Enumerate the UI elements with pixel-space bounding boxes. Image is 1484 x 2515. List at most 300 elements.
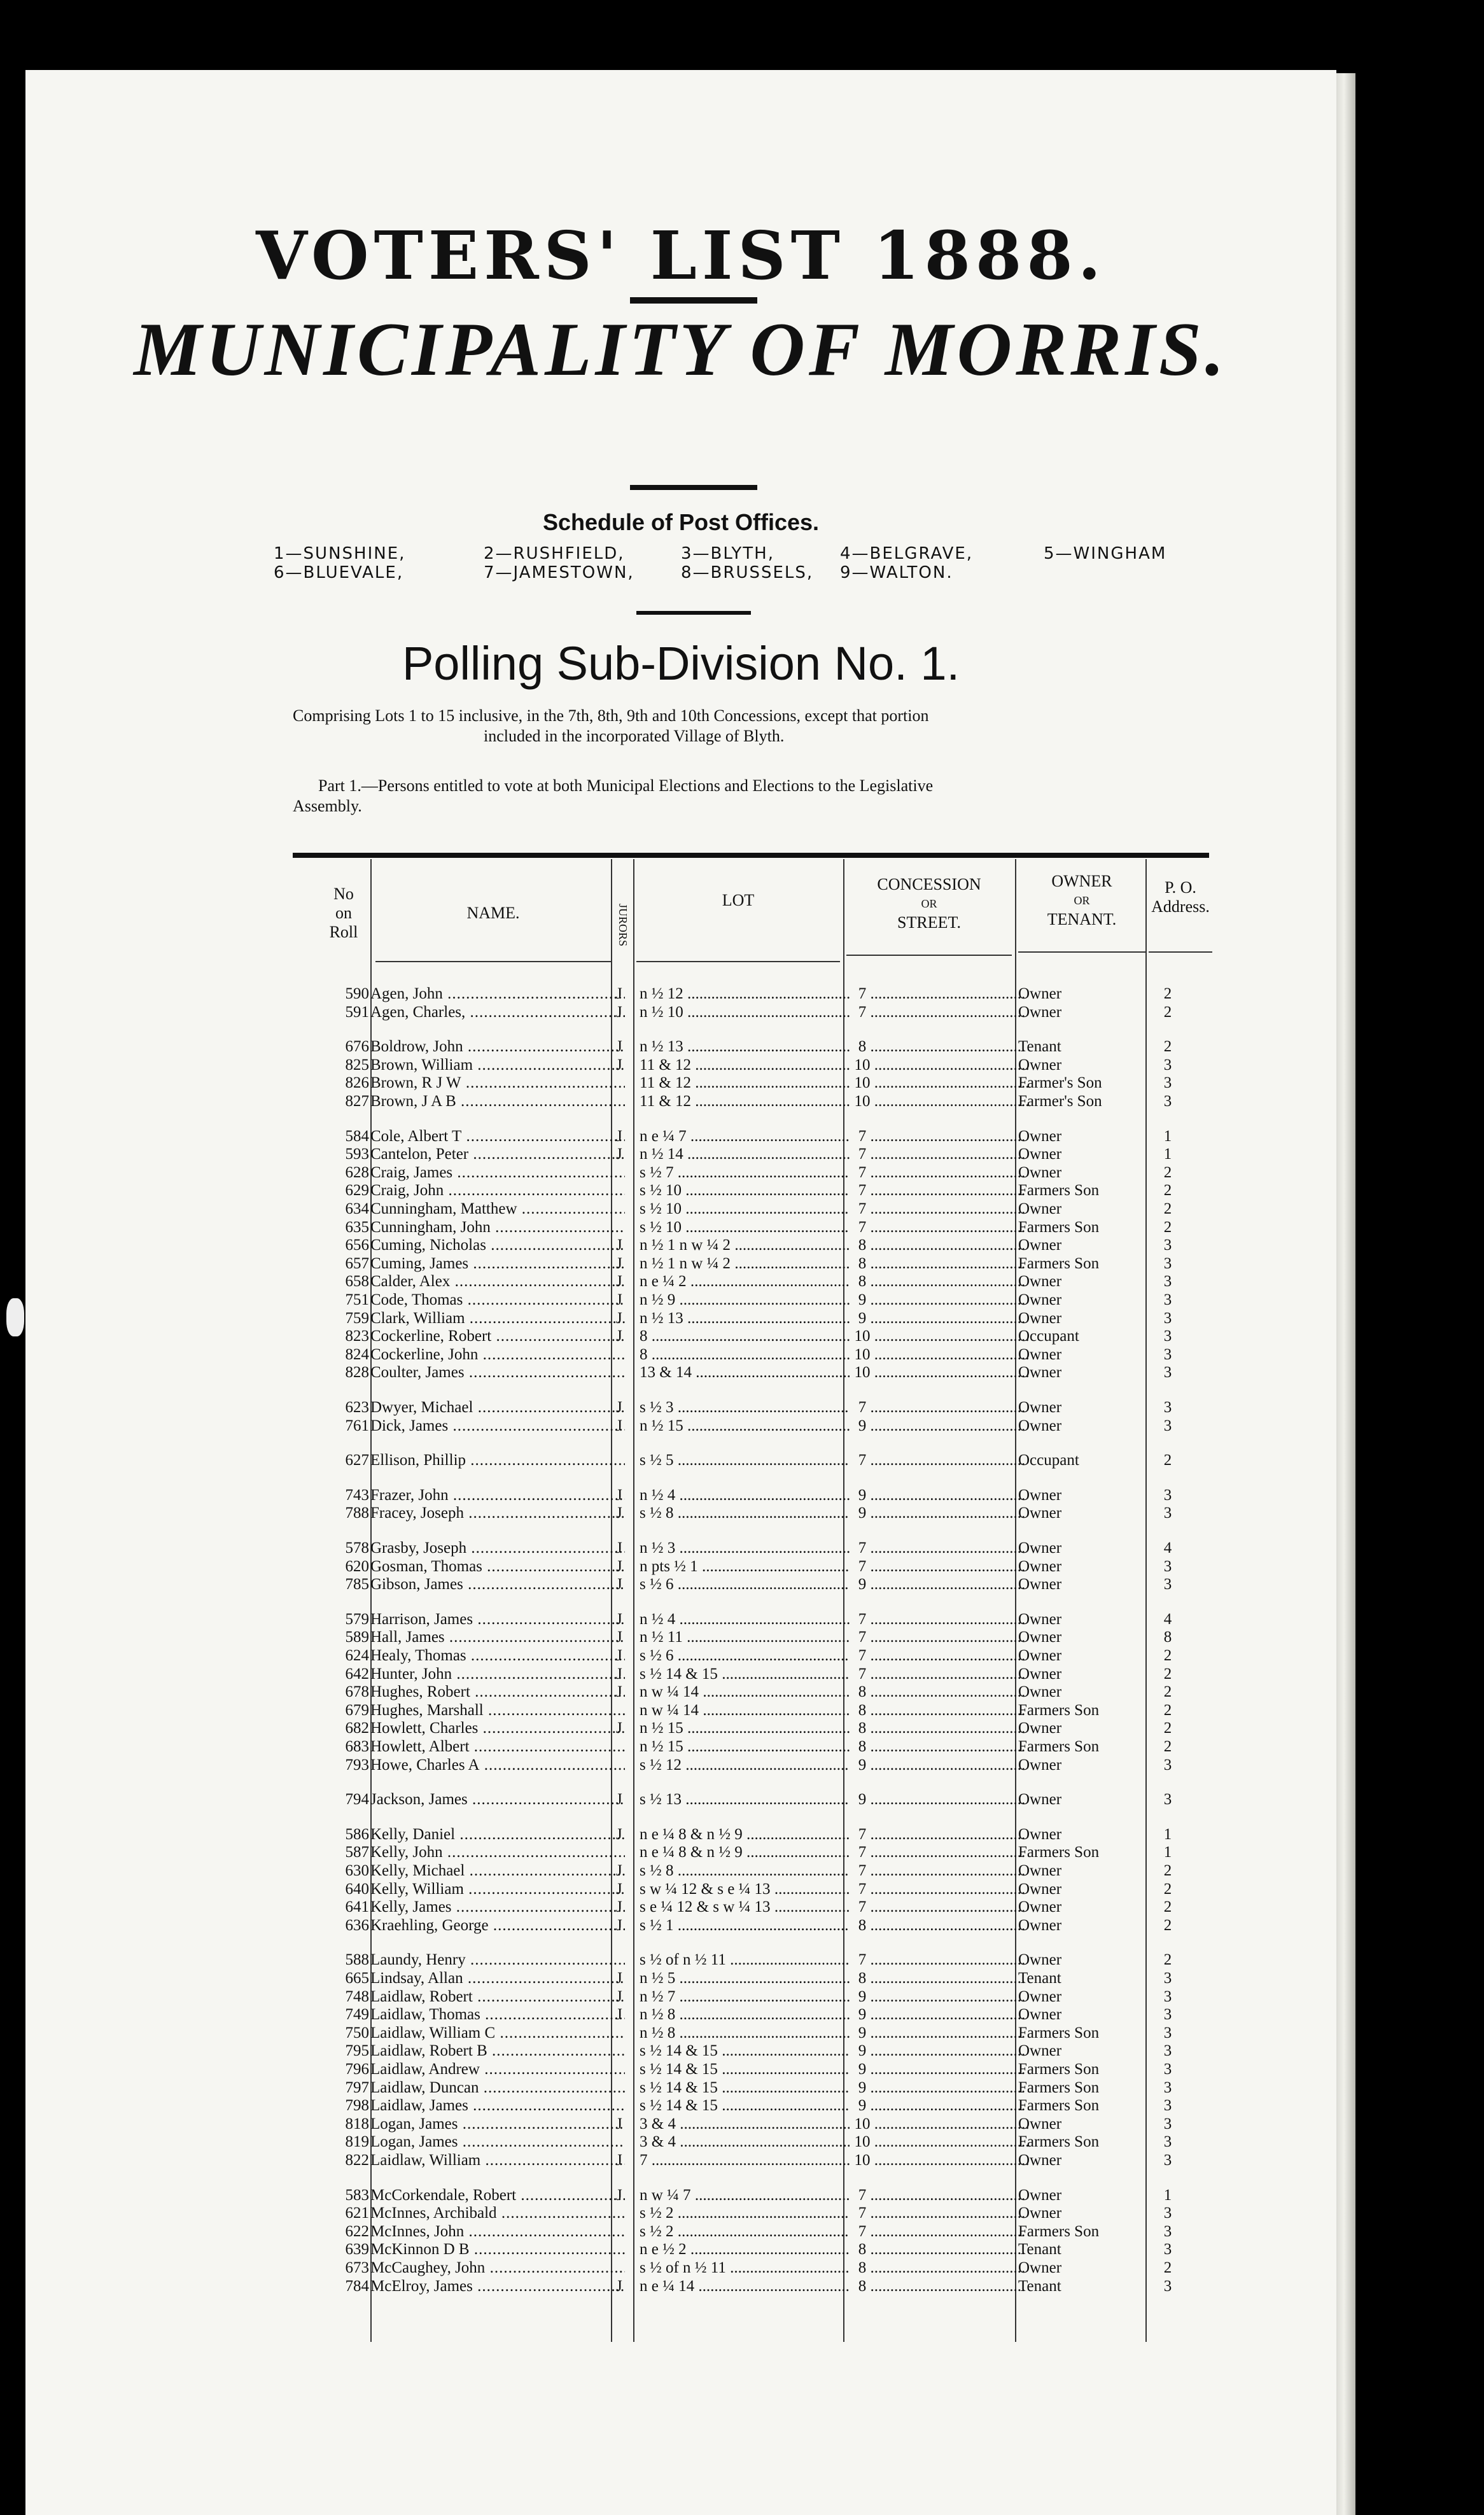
owner-status: Owner	[1018, 2115, 1062, 2133]
lot: s ½ of n ½ 11 .....	[640, 2259, 850, 2277]
juror-mark: J	[616, 1504, 622, 1522]
concession: 8 .....	[846, 1273, 1037, 1291]
juror-mark: J	[616, 1629, 622, 1646]
owner-status: Owner	[1018, 1576, 1062, 1594]
part-text: Part 1.—Persons entitled to vote at both Municipal Elections and Elections to the Legislative	[318, 776, 934, 795]
concession: 7 .....	[846, 1182, 1037, 1200]
owner-status: Owner	[1018, 1647, 1062, 1664]
owner-status: Occupant	[1018, 1452, 1079, 1469]
concession: 7 .....	[846, 1399, 1037, 1417]
roll-number: 589	[345, 1629, 369, 1646]
owner-status: Owner	[1018, 1898, 1062, 1916]
lot: n e ¼ 8 & n ½ 9 .....	[640, 1844, 850, 1861]
roll-number: 628	[345, 1163, 369, 1181]
concession: 10 .....	[846, 1074, 1037, 1092]
owner-status: Owner	[1018, 1003, 1062, 1021]
po-address: 3	[1163, 2133, 1172, 2151]
table-row	[293, 1074, 1235, 1092]
roll-number: 797	[345, 2078, 369, 2096]
voter-name: Fracey, Joseph .....	[370, 1504, 625, 1522]
roll-number: 749	[345, 2006, 369, 2024]
po-address: 2	[1163, 985, 1172, 1002]
header-owner: OWNER OR TENANT.	[1047, 872, 1117, 928]
voter-name: Cantelon, Peter .....	[370, 1145, 625, 1163]
owner-status: Owner	[1018, 1629, 1062, 1646]
table-row	[293, 2223, 1235, 2241]
header-rule	[636, 961, 840, 962]
lot: s ½ 10 .....	[640, 1200, 850, 1218]
concession: 7 .....	[846, 1898, 1037, 1916]
table-row	[293, 1881, 1235, 1898]
juror-mark: J	[616, 1862, 622, 1879]
owner-status: Owner	[1018, 1417, 1062, 1434]
roll-number: 818	[345, 2115, 369, 2133]
paper-blot	[6, 1298, 24, 1336]
po-address: 2	[1163, 1038, 1172, 1056]
owner-status: Owner	[1018, 1665, 1062, 1683]
voter-name: Cunningham, Matthew .....	[370, 1200, 625, 1218]
concession: 7 .....	[846, 1219, 1037, 1236]
table-row	[293, 2024, 1235, 2042]
po-address: 2	[1163, 1200, 1172, 1217]
po-address: 2	[1163, 1951, 1172, 1969]
roll-number: 656	[345, 1236, 369, 1254]
table-row	[293, 1452, 1235, 1469]
lot: n pts ½ 1 .....	[640, 1558, 850, 1576]
lot: n ½ 14 .....	[640, 1145, 850, 1163]
concession: 9 .....	[846, 1988, 1037, 2006]
concession: 8 .....	[846, 1720, 1037, 1737]
concession: 8 .....	[846, 1683, 1037, 1701]
roll-number: 639	[345, 2241, 369, 2259]
roll-number: 798	[345, 2097, 369, 2115]
lot: s ½ 13 .....	[640, 1791, 850, 1809]
voter-name: Howlett, Charles .....	[370, 1720, 625, 1737]
lot: n ½ 15 .....	[640, 1720, 850, 1737]
juror-mark: J	[616, 1309, 622, 1327]
table-row	[293, 2278, 1235, 2295]
po-address: 2	[1163, 1898, 1172, 1916]
voter-name: Cockerline, John .....	[370, 1346, 625, 1364]
lot: n ½ 4 .....	[640, 1611, 850, 1629]
juror-mark: J	[616, 1236, 622, 1254]
owner-status: Owner	[1018, 985, 1062, 1002]
table-row	[293, 1346, 1235, 1364]
table-row	[293, 1647, 1235, 1665]
concession: 7 .....	[846, 1004, 1037, 1021]
roll-number: 795	[345, 2042, 369, 2060]
owner-status: Owner	[1018, 1539, 1062, 1557]
owner-status: Owner	[1018, 1610, 1062, 1628]
voter-name: Agen, Charles, .....	[370, 1004, 625, 1021]
concession: 8 .....	[846, 2259, 1037, 2277]
juror-mark: J	[616, 985, 622, 1002]
po-address: 3	[1163, 2042, 1172, 2060]
table-row	[293, 2204, 1235, 2222]
lot: 11 & 12 .....	[640, 1074, 850, 1092]
comprising-text-2: included in the incorporated Village of Blyth.	[484, 727, 785, 745]
lot: n ½ 7 .....	[640, 1988, 850, 2006]
post-office-item: 6—BLUEVALE,	[274, 563, 404, 582]
voter-name: Kelly, James .....	[370, 1898, 625, 1916]
polling-heading: Polling Sub-Division No. 1.	[402, 637, 960, 690]
owner-status: Owner	[1018, 1145, 1062, 1163]
owner-status: Farmers Son	[1018, 1738, 1100, 1755]
concession: 10 .....	[846, 2152, 1037, 2169]
juror-mark: J	[616, 1647, 622, 1664]
voter-name: Howe, Charles A .....	[370, 1756, 625, 1774]
lot: s w ¼ 12 & s e ¼ 13 .....	[640, 1881, 850, 1898]
owner-status: Farmers Son	[1018, 2097, 1100, 2115]
roll-number: 657	[345, 1254, 369, 1272]
po-address: 3	[1163, 2078, 1172, 2096]
roll-number: 587	[345, 1844, 369, 1861]
juror-mark: J	[616, 1003, 622, 1021]
juror-mark: J	[616, 1825, 622, 1843]
roll-number: 673	[345, 2259, 369, 2276]
po-address: 3	[1163, 2241, 1172, 2259]
owner-status: Farmer's Son	[1018, 1074, 1102, 1092]
roll-number: 622	[345, 2222, 369, 2240]
concession: 7 .....	[846, 1200, 1037, 1218]
document-title: VOTERS' LIST 1888.	[256, 216, 1106, 295]
table-row	[293, 1310, 1235, 1328]
table-row	[293, 1291, 1235, 1309]
concession: 9 .....	[846, 1576, 1037, 1594]
concession: 7 .....	[846, 1629, 1037, 1646]
owner-status: Farmers Son	[1018, 1254, 1100, 1272]
voter-name: Boldrow, John .....	[370, 1038, 625, 1056]
owner-status: Owner	[1018, 1486, 1062, 1504]
voter-name: Code, Thomas .....	[370, 1291, 625, 1309]
lot: s ½ of n ½ 11 .....	[640, 1951, 850, 1969]
voter-name: McInnes, John .....	[370, 2223, 625, 2241]
juror-mark: J	[616, 1665, 622, 1683]
voter-name: Laidlaw, James .....	[370, 2097, 625, 2115]
po-address: 3	[1163, 1074, 1172, 1092]
table-row	[293, 1756, 1235, 1774]
juror-mark: J	[616, 2006, 622, 2024]
concession: 10 .....	[846, 2133, 1037, 2151]
concession: 8 .....	[846, 1038, 1037, 1056]
roll-number: 642	[345, 1665, 369, 1683]
roll-number: 827	[345, 1093, 369, 1110]
voter-name: Gosman, Thomas .....	[370, 1558, 625, 1576]
voter-name: Laidlaw, Robert B .....	[370, 2042, 625, 2060]
voter-name: Laundy, Henry .....	[370, 1951, 625, 1969]
owner-status: Owner	[1018, 1916, 1062, 1934]
lot: 7 .....	[640, 2152, 850, 2169]
concession: 10 .....	[846, 1346, 1037, 1364]
po-address: 2	[1163, 1683, 1172, 1701]
header-name: NAME.	[466, 904, 520, 922]
voter-name: Logan, James .....	[370, 2115, 625, 2133]
po-address: 1	[1163, 1145, 1172, 1163]
po-address: 3	[1163, 1970, 1172, 1987]
table-row	[293, 1970, 1235, 1987]
lot: 3 & 4 .....	[640, 2115, 850, 2133]
lot: 11 & 12 .....	[640, 1056, 850, 1074]
title-divider	[630, 297, 757, 304]
po-address: 3	[1163, 2097, 1172, 2115]
concession: 9 .....	[846, 2061, 1037, 2078]
concession: 8 .....	[846, 2278, 1037, 2295]
header-rule	[375, 961, 611, 962]
po-address: 3	[1163, 1399, 1172, 1416]
owner-status: Owner	[1018, 1056, 1062, 1074]
voter-name: McInnes, Archibald .....	[370, 2204, 625, 2222]
table-row	[293, 1038, 1235, 1056]
owner-status: Farmers Son	[1018, 2133, 1100, 2151]
roll-number: 788	[345, 1504, 369, 1522]
table-row	[293, 1056, 1235, 1074]
voter-name: Laidlaw, Andrew .....	[370, 2061, 625, 2078]
concession: 7 .....	[846, 1844, 1037, 1861]
table-row	[293, 2259, 1235, 2277]
voter-name: Lindsay, Allan .....	[370, 1970, 625, 1987]
owner-status: Farmers Son	[1018, 2222, 1100, 2240]
header-lot: LOT	[722, 891, 755, 909]
concession: 7 .....	[846, 1665, 1037, 1683]
po-address: 3	[1163, 1093, 1172, 1110]
lot: n ½ 11 .....	[640, 1629, 850, 1646]
owner-status: Owner	[1018, 1309, 1062, 1327]
voter-name: Hall, James .....	[370, 1629, 625, 1646]
lot: n ½ 5 .....	[640, 1970, 850, 1987]
owner-status: Owner	[1018, 1756, 1062, 1774]
voter-name: Cockerline, Robert .....	[370, 1328, 625, 1345]
lot: n ½ 10 .....	[640, 1004, 850, 1021]
voter-name: Cuming, James .....	[370, 1255, 625, 1273]
roll-number: 591	[345, 1003, 369, 1021]
roll-number: 620	[345, 1557, 369, 1575]
roll-number: 635	[345, 1218, 369, 1236]
lot: s ½ 1 .....	[640, 1917, 850, 1935]
concession: 7 .....	[846, 1826, 1037, 1844]
concession: 8 .....	[846, 1917, 1037, 1935]
juror-mark: J	[616, 1720, 622, 1737]
po-address: 3	[1163, 1987, 1172, 2005]
owner-status: Farmers Son	[1018, 1844, 1100, 1861]
roll-number: 627	[345, 1452, 369, 1469]
lot: n ½ 15 .....	[640, 1738, 850, 1756]
table-row	[293, 1720, 1235, 1737]
owner-status: Owner	[1018, 1273, 1062, 1291]
lot: s ½ 2 .....	[640, 2204, 850, 2222]
voter-name: Craig, John .....	[370, 1182, 625, 1200]
roll-number: 665	[345, 1970, 369, 1987]
roll-number: 823	[345, 1328, 369, 1345]
concession: 8 .....	[846, 2241, 1037, 2259]
roll-number: 759	[345, 1309, 369, 1327]
roll-number: 588	[345, 1951, 369, 1969]
owner-status: Owner	[1018, 1127, 1062, 1145]
po-address: 2	[1163, 1182, 1172, 1200]
concession: 7 .....	[846, 1611, 1037, 1629]
owner-status: Owner	[1018, 2042, 1062, 2060]
table-row	[293, 1328, 1235, 1345]
roll-number: 640	[345, 1880, 369, 1898]
owner-status: Farmers Son	[1018, 1182, 1100, 1200]
lot: n w ¼ 14 .....	[640, 1683, 850, 1701]
voter-name: Jackson, James .....	[370, 1791, 625, 1809]
owner-status: Owner	[1018, 2259, 1062, 2276]
lot: s ½ 14 & 15 .....	[640, 2097, 850, 2115]
concession: 8 .....	[846, 1236, 1037, 1254]
voter-name: Cunningham, John .....	[370, 1219, 625, 1236]
voter-name: Coulter, James .....	[370, 1364, 625, 1382]
roll-number: 630	[345, 1862, 369, 1879]
roll-number: 679	[345, 1701, 369, 1719]
concession: 7 .....	[846, 1647, 1037, 1665]
lot: s ½ 10 .....	[640, 1182, 850, 1200]
voter-name: Harrison, James .....	[370, 1611, 625, 1629]
post-office-item: 1—SUNSHINE,	[274, 544, 406, 563]
roll-number: 828	[345, 1364, 369, 1382]
lot: n w ¼ 14 .....	[640, 1702, 850, 1720]
po-address: 3	[1163, 1791, 1172, 1809]
owner-status: Owner	[1018, 2186, 1062, 2204]
po-address: 2	[1163, 1163, 1172, 1181]
paper-edge	[1336, 73, 1355, 2515]
part-text-2: Assembly.	[293, 797, 362, 815]
po-address: 2	[1163, 1862, 1172, 1879]
roll-number: 658	[345, 1273, 369, 1291]
roll-number: 796	[345, 2061, 369, 2078]
lot: 8 .....	[640, 1346, 850, 1364]
owner-status: Owner	[1018, 1791, 1062, 1809]
po-address: 3	[1163, 1273, 1172, 1291]
table-row	[293, 1988, 1235, 2006]
juror-mark: J	[616, 1987, 622, 2005]
concession: 7 .....	[846, 1539, 1037, 1557]
po-address: 4	[1163, 1610, 1172, 1628]
table-row	[293, 1200, 1235, 1218]
concession: 9 .....	[846, 1487, 1037, 1504]
voter-name: Gibson, James .....	[370, 1576, 625, 1594]
po-address: 3	[1163, 1291, 1172, 1308]
concession: 8 .....	[846, 1255, 1037, 1273]
po-address: 3	[1163, 1309, 1172, 1327]
roll-number: 579	[345, 1610, 369, 1628]
voter-name: Laidlaw, Robert .....	[370, 1988, 625, 2006]
po-address: 2	[1163, 1916, 1172, 1934]
table-row	[293, 1164, 1235, 1182]
lot: n ½ 8 .....	[640, 2006, 850, 2024]
roll-number: 682	[345, 1720, 369, 1737]
owner-status: Tenant	[1018, 1970, 1061, 1987]
voter-name: Brown, R J W .....	[370, 1074, 625, 1092]
roll-number: 634	[345, 1200, 369, 1217]
concession: 9 .....	[846, 2042, 1037, 2060]
lot: n ½ 8 .....	[640, 2024, 850, 2042]
owner-status: Owner	[1018, 1720, 1062, 1737]
lot: s ½ 2 .....	[640, 2223, 850, 2241]
voter-name: Cuming, Nicholas .....	[370, 1236, 625, 1254]
roll-number: 743	[345, 1486, 369, 1504]
juror-mark: J	[616, 1486, 622, 1504]
table-top-rule	[293, 853, 1209, 858]
juror-mark: J	[616, 1399, 622, 1416]
owner-status: Farmers Son	[1018, 1218, 1100, 1236]
owner-status: Owner	[1018, 1200, 1062, 1217]
po-address: 3	[1163, 2222, 1172, 2240]
document-page	[25, 70, 1336, 2515]
lot: n ½ 3 .....	[640, 1539, 850, 1557]
juror-mark: J	[616, 1970, 622, 1987]
roll-number: 761	[345, 1417, 369, 1434]
table-row	[293, 1273, 1235, 1291]
roll-number: 793	[345, 1756, 369, 1774]
lot: n ½ 12 .....	[640, 985, 850, 1003]
lot: s ½ 7 .....	[640, 1164, 850, 1182]
lot: 13 & 14 .....	[640, 1364, 850, 1382]
roll-number: 584	[345, 1127, 369, 1145]
voter-name: McCorkendale, Robert .....	[370, 2187, 625, 2204]
voter-name: Cole, Albert T .....	[370, 1128, 625, 1145]
lot: n ½ 15 .....	[640, 1417, 850, 1435]
schedule-divider	[636, 611, 751, 615]
po-address: 1	[1163, 1127, 1172, 1145]
po-address: 3	[1163, 2024, 1172, 2042]
concession: 7 .....	[846, 1951, 1037, 1969]
concession: 7 .....	[846, 1164, 1037, 1182]
voter-name: Kelly, Michael .....	[370, 1862, 625, 1880]
voter-name: Agen, John .....	[370, 985, 625, 1003]
juror-mark: J	[616, 1417, 622, 1434]
table-row	[293, 1844, 1235, 1861]
roll-number: 590	[345, 985, 369, 1002]
post-office-item: 7—JAMESTOWN,	[484, 563, 634, 582]
po-address: 8	[1163, 1629, 1172, 1646]
table-row	[293, 1862, 1235, 1880]
owner-status: Owner	[1018, 1951, 1062, 1969]
owner-status: Tenant	[1018, 1038, 1061, 1056]
table-row	[293, 1665, 1235, 1683]
po-address: 2	[1163, 1880, 1172, 1898]
po-address: 1	[1163, 2186, 1172, 2204]
po-address: 3	[1163, 1557, 1172, 1575]
roll-number: 583	[345, 2186, 369, 2204]
concession: 9 .....	[846, 2024, 1037, 2042]
lot: s ½ 14 & 15 .....	[640, 2079, 850, 2097]
header-rule	[1149, 951, 1212, 953]
roll-number: 822	[345, 2152, 369, 2169]
table-row	[293, 1576, 1235, 1594]
owner-status: Owner	[1018, 1291, 1062, 1308]
concession: 10 .....	[846, 1364, 1037, 1382]
table-row	[293, 1951, 1235, 1969]
roll-number: 683	[345, 1738, 369, 1755]
voter-name: Howlett, Albert .....	[370, 1738, 625, 1756]
po-address: 2	[1163, 1701, 1172, 1719]
post-office-item: 8—BRUSSELS,	[681, 563, 814, 582]
lot: 8 .....	[640, 1328, 850, 1345]
roll-number: 593	[345, 1145, 369, 1163]
table-row	[293, 1236, 1235, 1254]
post-office-item: 3—BLYTH,	[681, 544, 774, 563]
table-row	[293, 1487, 1235, 1504]
lot: s ½ 8 .....	[640, 1504, 850, 1522]
voter-name: Ellison, Phillip .....	[370, 1452, 625, 1469]
concession: 7 .....	[846, 2223, 1037, 2241]
juror-mark: J	[616, 1791, 622, 1809]
owner-status: Farmers Son	[1018, 2061, 1100, 2078]
table-row	[293, 1738, 1235, 1756]
concession: 9 .....	[846, 1791, 1037, 1809]
owner-status: Tenant	[1018, 2277, 1061, 2295]
concession: 7 .....	[846, 1145, 1037, 1163]
